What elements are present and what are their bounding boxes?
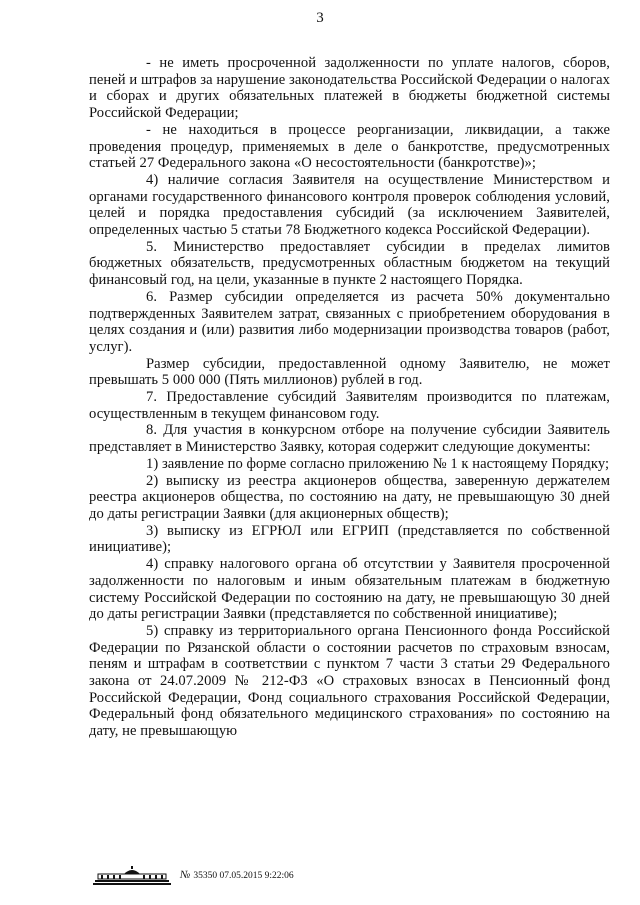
paragraph: 5. Министерство предоставляет субсидии в пределах лимитов бюджетных обязательств, предусмотренных областным бюджетом на текущий финансовый год, на цели, указанные в пункте 2 настоящего Порядка. — [89, 238, 610, 289]
paragraph: Размер субсидии, предоставленной одному Заявителю, не может превышать 5 000 000 (Пять миллионов) рублей в год. — [89, 355, 610, 389]
paragraph: - не находиться в процессе реорганизации, ликвидации, а также проведения процедур, применяемых в деле о банкротстве, предусмотренных статьей 27 Федерального закона «О несостоятельности (банкротстве)»; — [89, 121, 610, 172]
paragraph: 8. Для участия в конкурсном отборе на получение субсидии Заявитель представляет в Министерство Заявку, которая содержит следующие документы: — [89, 422, 610, 456]
document-body — [89, 55, 610, 740]
paragraph: 4) справку налогового органа об отсутствии у Заявителя просроченной задолженности по налоговым и иным обязательным платежам в бюджетную систему Российской Федерации по состоянию на дату, не превышающую 30 дней до даты регистрации Заявки (представляется по собственной инициативе); — [89, 556, 610, 623]
paragraph: 2) выписку из реестра акционеров общества, заверенную держателем реестра акционеров общества, по состоянию на дату, не превышающую 30 дней до даты регистрации Заявки (для акционерных обществ); — [89, 472, 610, 522]
page-number: 3 — [316, 10, 324, 26]
paragraph: 7. Предоставление субсидий Заявителям производится по платежам, осуществленным в текущем финансовом году. — [89, 389, 610, 422]
paragraph: 6. Размер субсидии определяется из расчета 50% документально подтвержденных Заявителем затрат, связанных с приобретением оборудования в целях создания и (или) развития либо модернизации производства товаров (работ, услуг). — [89, 288, 610, 355]
paragraph: 4) наличие согласия Заявителя на осуществление Министерством и органами государственного финансового контроля проверок соблюдения условий, целей и порядка предоставления субсидий (за исключением Заявителей, определенных частью 5 статьи 78 Бюджетного кодекса Российской Федерации). — [89, 171, 610, 239]
paragraph: 3) выписку из ЕГРЮЛ или ЕГРИП (представляется по собственной инициативе); — [89, 522, 610, 556]
registration-stamp — [180, 869, 294, 881]
registration-number-and-date: 35350 07.05.2015 9:22:06 — [193, 871, 294, 881]
paragraph: - не иметь просроченной задолженности по уплате налогов, сборов, пеней и штрафов за нарушение законодательства Российской Федерации о налогах и сборах и других обязательных платежей в бюджеты бюджетной системы Российской Федерации; — [89, 55, 610, 122]
paragraph: 5) справку из территориального органа Пенсионного фонда Российской Федерации по Рязанской области о состоянии расчетов по страховым взносам, пеням и штрафам в соответствии с пунктом 7 части 3 статьи 29 Федерального закона от 24.07.2009 № 212-ФЗ «О страховых взносах в Пенсионный фонд Российской Федерации, Фонд социального страхования Российской Федерации, Федеральный фонд обязательного медицинского страхования» по состоянию на дату, не превышающую — [89, 622, 610, 740]
number-sign: № — [180, 869, 191, 881]
government-building-logo-icon — [92, 866, 172, 886]
paragraph: 1) заявление по форме согласно приложению № 1 к настоящему Порядку; — [146, 455, 610, 472]
